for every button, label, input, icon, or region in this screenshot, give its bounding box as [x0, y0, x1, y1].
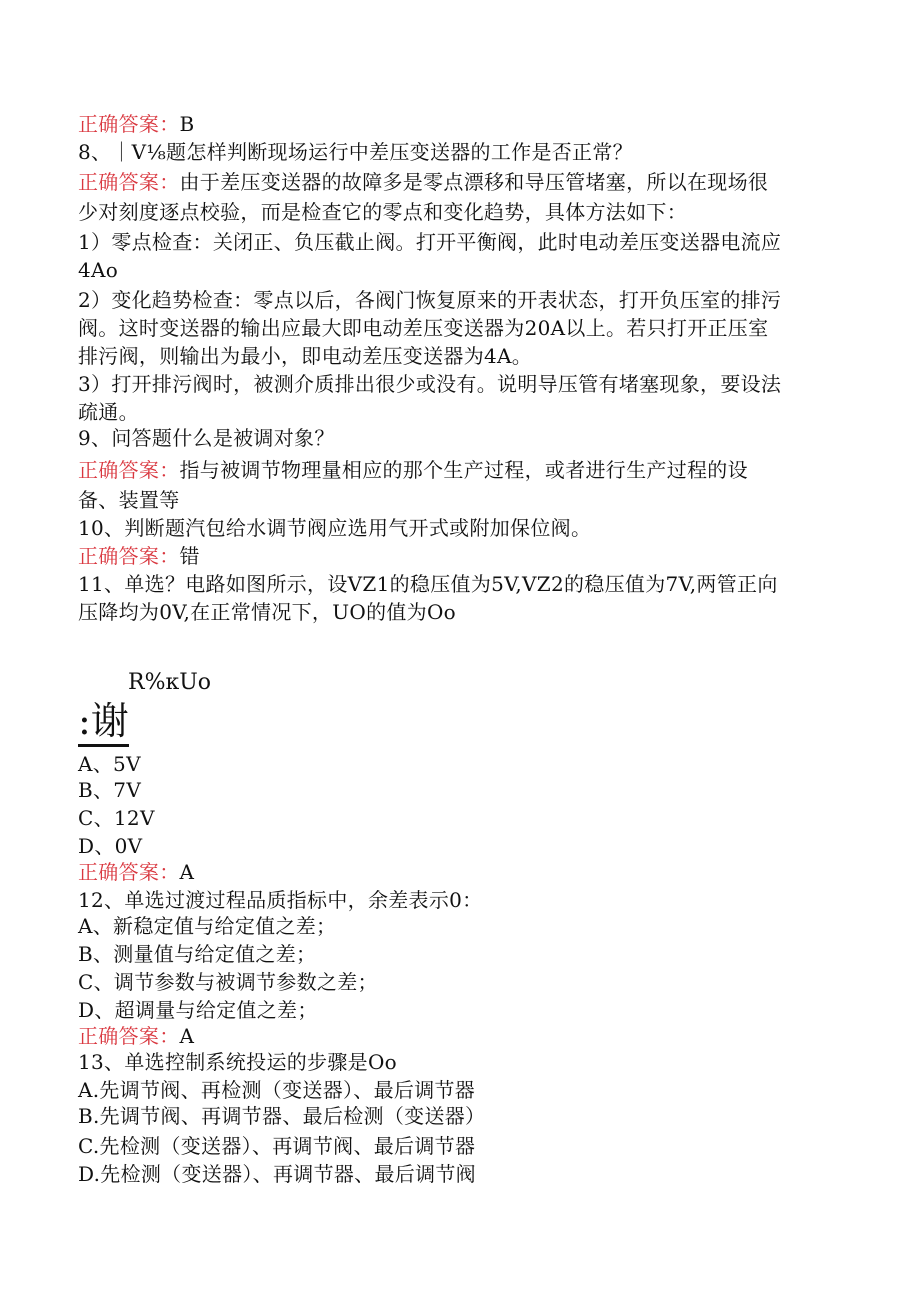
line-text: 备、装置等 — [78, 488, 180, 512]
line-text: 4Ao — [78, 258, 119, 282]
line-q9-ans2 — [78, 486, 180, 514]
line-q11a — [78, 570, 778, 598]
line-text: 指与被调节物理量相应的那个生产过程，或者进行生产过程的设 — [179, 458, 748, 482]
line-text: 3）打开排污阀时，被测介质排出很少或没有。说明导压管有堵塞现象，要设法 — [78, 372, 782, 396]
line-q10-ans — [78, 542, 200, 570]
answer-label: 正确答案： — [78, 170, 180, 194]
line-q12-oa — [78, 912, 336, 940]
line-q11-ans — [78, 858, 194, 886]
line-q8-ans7 — [78, 342, 532, 370]
line-q9 — [78, 424, 335, 452]
line-text: A — [179, 860, 195, 884]
line-q12-od — [78, 996, 318, 1024]
line-text: 阀。这时变送器的输出应最大即电动差压变送器为20A以上。若只打开正压室 — [78, 316, 769, 340]
line-q9-ans1 — [78, 456, 748, 484]
line-text: C.先检测（变送器）、再调节阀、最后调节器 — [78, 1134, 476, 1158]
line-text: C、12V — [78, 806, 155, 830]
line-text: 压降均为0V,在正常情况下，UO的值为Oo — [78, 600, 457, 624]
line-q13-oc — [78, 1132, 475, 1160]
line-q12-ob — [78, 940, 316, 968]
line-text: 8、｜V⅛题怎样判断现场运行中差压变送器的工作是否正常？ — [78, 140, 633, 164]
line-text: 10、判断题汽包给水调节阀应选用气开式或附加保位阀。 — [78, 516, 592, 540]
line-text: A、5V — [78, 752, 141, 776]
line-text: A.先调节阀、再检测（变送器）、最后调节器 — [78, 1078, 476, 1102]
line-q8-ans6 — [78, 314, 768, 342]
line-text: 2）变化趋势检查：零点以后，各阀门恢复原来的开表状态，打开负压室的排污 — [78, 288, 782, 312]
line-text: B.先调节阀、再调节器、最后检测（变送器） — [78, 1104, 486, 1128]
line-text: D、0V — [78, 834, 143, 858]
line-text: 排污阀，则输出为最小，即电动差压变送器为4A。 — [78, 344, 533, 368]
line-q8-ans3 — [78, 228, 781, 256]
line-text: D、超调量与给定值之差； — [78, 998, 318, 1022]
answer-label: 正确答案： — [78, 1024, 180, 1048]
answer-label: 正确答案： — [78, 544, 180, 568]
line-q11-od — [78, 832, 142, 860]
line-q8-ans1 — [78, 168, 768, 196]
line-text: B、7V — [78, 778, 142, 802]
line-q8 — [78, 138, 633, 166]
line-text: 13、单选控制系统投运的步骤是Oo — [78, 1050, 397, 1074]
line-q8-ans5 — [78, 286, 781, 314]
line-text: 12、单选过渡过程品质指标中，余差表示0： — [78, 888, 483, 912]
line-text: 错 — [179, 544, 200, 568]
line-text: 少对刻度逐点校验，而是检查它的零点和变化趋势，具体方法如下： — [78, 200, 687, 224]
line-q13-ob — [78, 1102, 485, 1130]
answer-label: 正确答案： — [78, 458, 180, 482]
line-text: 疏通。 — [78, 400, 139, 424]
line-text: 由于差压变送器的故障多是零点漂移和导压管堵塞，所以在现场很 — [179, 170, 769, 194]
line-text: D.先检测（变送器）、再调节器、最后调节阀 — [78, 1162, 476, 1186]
line-q11-oa — [78, 750, 141, 778]
line-answer-b — [78, 110, 195, 138]
line-text: B — [179, 112, 195, 136]
line-text: 9、问答题什么是被调对象？ — [78, 426, 335, 450]
line-text: A、新稳定值与给定值之差； — [78, 914, 337, 938]
figure-circuit-label: R%κUo — [128, 670, 212, 695]
line-text: A — [179, 1024, 195, 1048]
answer-label: 正确答案： — [78, 860, 180, 884]
line-q8-ans8 — [78, 370, 781, 398]
line-q8-ans9 — [78, 398, 139, 426]
line-q11-ob — [78, 776, 141, 804]
line-text: C、调节参数与被调节参数之差； — [78, 970, 378, 994]
line-q13 — [78, 1048, 397, 1076]
line-q11b — [78, 598, 456, 626]
line-q12 — [78, 886, 482, 914]
line-q8-ans4 — [78, 256, 118, 284]
answer-label: 正确答案： — [78, 112, 180, 136]
line-q13-oa — [78, 1076, 475, 1104]
line-q12-oc — [78, 968, 378, 996]
line-q13-od — [78, 1160, 476, 1188]
line-q10 — [78, 514, 591, 542]
line-text: 11、单选？电路如图所示，设VZ1的稳压值为5V,VZ2的稳压值为7V,两管正向 — [78, 572, 778, 596]
line-q12-ans — [78, 1022, 194, 1050]
line-text: B、测量值与给定值之差； — [78, 942, 317, 966]
line-q11-oc — [78, 804, 155, 832]
line-text: 1）零点检查：关闭正、负压截止阀。打开平衡阀，此时电动差压变送器电流应 — [78, 230, 782, 254]
line-q8-ans2 — [78, 198, 687, 226]
figure-circuit-glyph: :谢 — [78, 698, 129, 747]
